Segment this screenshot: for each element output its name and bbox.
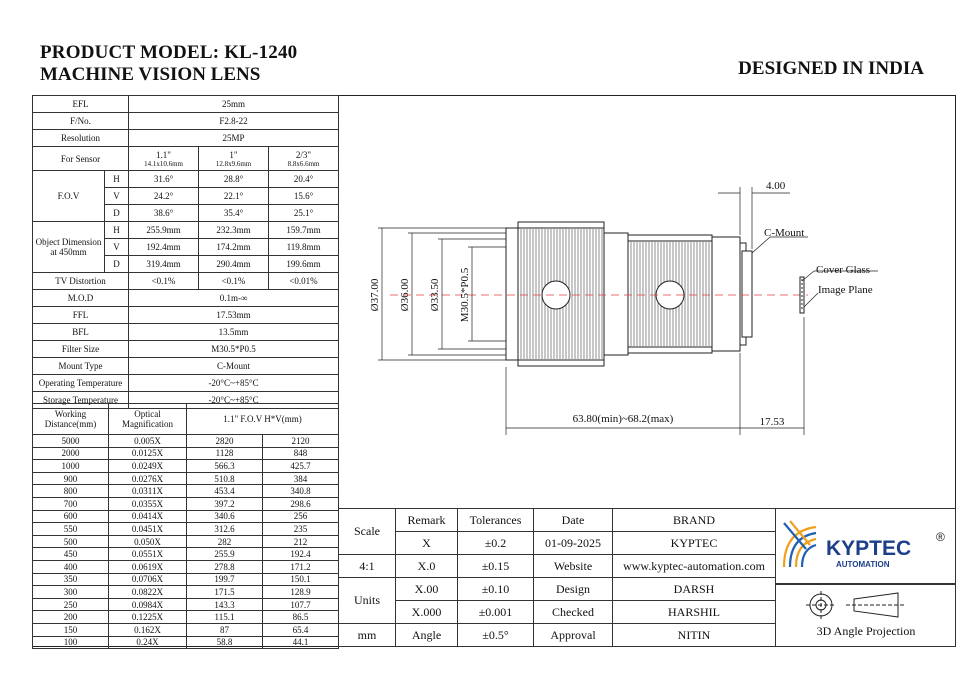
wd-row xyxy=(33,560,339,573)
tol-x0: ±0.15 xyxy=(458,555,534,578)
sttemp-value: -20°C~+85°C xyxy=(129,392,339,409)
wd-cell: 0.24X xyxy=(109,636,187,649)
wd-cell: 900 xyxy=(33,472,109,485)
mod-value: 0.1m-∞ xyxy=(129,290,339,307)
wd-cell: 550 xyxy=(33,523,109,536)
wd-cell: 150 xyxy=(33,623,109,636)
fov-cell: 15.6° xyxy=(269,188,339,205)
wd-row xyxy=(33,573,339,586)
wd-cell: 128.9 xyxy=(263,586,339,599)
wd-row xyxy=(33,447,339,460)
wd-cell: 0.0125X xyxy=(109,447,187,460)
dim-thread: M30.5*P0.5 xyxy=(459,267,471,323)
bfl-label: BFL xyxy=(33,324,129,341)
checked-label: Checked xyxy=(534,601,613,624)
wd-cell: 800 xyxy=(33,485,109,498)
remark-angle: Angle xyxy=(396,624,458,647)
tb-row-4 xyxy=(339,578,776,601)
units-label: Units xyxy=(339,578,396,624)
tv-label: TV Distortion xyxy=(33,273,129,290)
sensor-3: 2/3" 8.8x6.6mm xyxy=(269,147,339,171)
optemp-label: Operating Temperature xyxy=(33,375,129,392)
wd-cell: 0.0984X xyxy=(109,598,187,611)
tb-row-5 xyxy=(339,601,776,624)
spec-row-efl xyxy=(33,96,339,113)
wd-cell: 250 xyxy=(33,598,109,611)
svg-text:KYPTEC: KYPTEC xyxy=(826,537,912,560)
wd-cell: 600 xyxy=(33,510,109,523)
obj-cell: 199.6mm xyxy=(269,256,339,273)
obj-label: Object Dimension at 450mm xyxy=(33,222,105,273)
svg-text:AUTOMATION: AUTOMATION xyxy=(836,560,890,569)
tol-x00: ±0.10 xyxy=(458,578,534,601)
spec-row-res xyxy=(33,130,339,147)
remark-x: X xyxy=(396,532,458,555)
tolerances-header: Tolerances xyxy=(458,509,534,532)
kyptec-logo xyxy=(775,508,956,584)
wd-cell: 5000 xyxy=(33,435,109,448)
wd-cell: 700 xyxy=(33,497,109,510)
wd-cell: 0.0619X xyxy=(109,560,187,573)
res-label: Resolution xyxy=(33,130,129,147)
label-c-mount: C-Mount xyxy=(764,227,805,239)
website-label: Website xyxy=(534,555,613,578)
fov-row-h xyxy=(33,171,339,188)
wd-cell: 0.0311X xyxy=(109,485,187,498)
scale-label: Scale xyxy=(339,509,396,555)
filter-label: Filter Size xyxy=(33,341,129,358)
wd-cell: 65.4 xyxy=(263,623,339,636)
spec-row-filter xyxy=(33,341,339,358)
wd-cell: 312.6 xyxy=(187,523,263,536)
approval-value: NITIN xyxy=(613,624,776,647)
filter-value: M30.5*P0.5 xyxy=(129,341,339,358)
approval-label: Approval xyxy=(534,624,613,647)
wd-cell: 87 xyxy=(187,623,263,636)
wd-row xyxy=(33,485,339,498)
fno-label: F/No. xyxy=(33,113,129,130)
spec-row-optemp xyxy=(33,375,339,392)
wd-cell: 0.0551X xyxy=(109,548,187,561)
obj-axis: D xyxy=(105,256,129,273)
wd-cell: 340.6 xyxy=(187,510,263,523)
obj-row-h xyxy=(33,222,339,239)
lens-drawing xyxy=(338,95,956,508)
wd-row xyxy=(33,611,339,624)
wd-row xyxy=(33,497,339,510)
wd-cell: 0.0706X xyxy=(109,573,187,586)
date-value: 01-09-2025 xyxy=(534,532,613,555)
tb-row-1 xyxy=(339,509,776,532)
wd-cell: 86.5 xyxy=(263,611,339,624)
bfl-value: 13.5mm xyxy=(129,324,339,341)
tol-angle: ±0.5° xyxy=(458,624,534,647)
design-label: Design xyxy=(534,578,613,601)
wd-cell: 1000 xyxy=(33,460,109,473)
wd-cell: 100 xyxy=(33,636,109,649)
fov-label: F.O.V xyxy=(33,171,105,222)
wd-cell: 340.8 xyxy=(263,485,339,498)
tol-x: ±0.2 xyxy=(458,532,534,555)
fov-cell: 28.8° xyxy=(199,171,269,188)
tol-x000: ±0.001 xyxy=(458,601,534,624)
tv-cell: <0.1% xyxy=(129,273,199,290)
wd-cell: 2000 xyxy=(33,447,109,460)
sensor-label: For Sensor xyxy=(33,147,129,171)
wd-row xyxy=(33,586,339,599)
wd-cell: 848 xyxy=(263,447,339,460)
wd-header-magnification: Optical Magnification xyxy=(109,404,187,435)
ffl-label: FFL xyxy=(33,307,129,324)
fov-cell: 25.1° xyxy=(269,205,339,222)
spec-row-sensor xyxy=(33,147,339,171)
wd-cell: 2120 xyxy=(263,435,339,448)
wd-cell: 255.9 xyxy=(187,548,263,561)
date-header: Date xyxy=(534,509,613,532)
wd-cell: 171.5 xyxy=(187,586,263,599)
fov-axis: D xyxy=(105,205,129,222)
projection-box xyxy=(775,584,956,647)
wd-cell: 115.1 xyxy=(187,611,263,624)
wd-cell: 2820 xyxy=(187,435,263,448)
obj-cell: 192.4mm xyxy=(129,239,199,256)
remark-x00: X.00 xyxy=(396,578,458,601)
wd-cell: 199.7 xyxy=(187,573,263,586)
fov-cell: 38.6° xyxy=(129,205,199,222)
efl-value: 25mm xyxy=(129,96,339,113)
wd-body xyxy=(33,435,339,649)
tb-row-3 xyxy=(339,555,776,578)
sensor-2: 1" 12.8x9.6mm xyxy=(199,147,269,171)
spec-row-bfl xyxy=(33,324,339,341)
image-plane-glass xyxy=(800,277,804,313)
wd-cell: 58.8 xyxy=(187,636,263,649)
spec-row-mod xyxy=(33,290,339,307)
product-type-title: MACHINE VISION LENS xyxy=(40,64,261,85)
wd-cell: 0.0249X xyxy=(109,460,187,473)
dim-d36: Ø36.00 xyxy=(399,278,411,312)
wd-row xyxy=(33,523,339,536)
obj-axis: V xyxy=(105,239,129,256)
brand-value: KYPTEC xyxy=(613,532,776,555)
wd-cell: 256 xyxy=(263,510,339,523)
checked-value: HARSHIL xyxy=(613,601,776,624)
obj-cell: 174.2mm xyxy=(199,239,269,256)
label-cover-glass: Cover Glass xyxy=(816,264,871,276)
wd-row xyxy=(33,535,339,548)
obj-cell: 159.7mm xyxy=(269,222,339,239)
wd-cell: 143.3 xyxy=(187,598,263,611)
svg-text:®: ® xyxy=(936,530,945,544)
spec-row-ffl xyxy=(33,307,339,324)
spec-row-tv xyxy=(33,273,339,290)
remark-x0: X.0 xyxy=(396,555,458,578)
wd-row xyxy=(33,472,339,485)
mount-value: C-Mount xyxy=(129,358,339,375)
wd-cell: 500 xyxy=(33,535,109,548)
dim-length: 63.80(min)~68.2(max) xyxy=(572,413,674,425)
spec-table xyxy=(32,95,339,409)
wd-cell: 450 xyxy=(33,548,109,561)
spec-row-mount xyxy=(33,358,339,375)
wd-row xyxy=(33,435,339,448)
wd-cell: 192.4 xyxy=(263,548,339,561)
mount-label: Mount Type xyxy=(33,358,129,375)
wd-cell: 0.0451X xyxy=(109,523,187,536)
optemp-value: -20°C~+85°C xyxy=(129,375,339,392)
kyptec-logo-icon xyxy=(776,509,955,583)
tb-row-6 xyxy=(339,624,776,647)
wd-cell: 425.7 xyxy=(263,460,339,473)
ffl-value: 17.53mm xyxy=(129,307,339,324)
wd-cell: 0.162X xyxy=(109,623,187,636)
wd-cell: 0.005X xyxy=(109,435,187,448)
obj-cell: 232.3mm xyxy=(199,222,269,239)
wd-cell: 282 xyxy=(187,535,263,548)
wd-cell: 300 xyxy=(33,586,109,599)
fov-cell: 35.4° xyxy=(199,205,269,222)
wd-cell: 200 xyxy=(33,611,109,624)
wd-cell: 212 xyxy=(263,535,339,548)
fov-cell: 20.4° xyxy=(269,171,339,188)
wd-cell: 150.1 xyxy=(263,573,339,586)
remark-header: Remark xyxy=(396,509,458,532)
wd-cell: 400 xyxy=(33,560,109,573)
wd-row xyxy=(33,548,339,561)
sttemp-label: Storage Temperature xyxy=(33,392,129,409)
wd-header-fov: 1.1" F.O.V H*V(mm) xyxy=(187,404,339,435)
website-value: www.kyptec-automation.com xyxy=(613,555,776,578)
dim-back: 17.53 xyxy=(759,416,785,428)
wd-row xyxy=(33,460,339,473)
remark-x000: X.000 xyxy=(396,601,458,624)
dim-d33: Ø33.50 xyxy=(429,278,441,312)
fov-axis: H xyxy=(105,171,129,188)
product-model-title: PRODUCT MODEL: KL-1240 xyxy=(40,42,298,63)
fov-cell: 22.1° xyxy=(199,188,269,205)
design-value: DARSH xyxy=(613,578,776,601)
dim-flange: 4.00 xyxy=(766,180,786,192)
spec-row-fno xyxy=(33,113,339,130)
obj-cell: 119.8mm xyxy=(269,239,339,256)
label-image-plane: Image Plane xyxy=(818,284,873,296)
fov-cell: 31.6° xyxy=(129,171,199,188)
wd-cell: 566.3 xyxy=(187,460,263,473)
efl-label: EFL xyxy=(33,96,129,113)
fno-value: F2.8-22 xyxy=(129,113,339,130)
wd-cell: 44.1 xyxy=(263,636,339,649)
tb-row-2 xyxy=(339,532,776,555)
scale-value: 4:1 xyxy=(339,555,396,578)
mod-label: M.O.D xyxy=(33,290,129,307)
wd-row xyxy=(33,510,339,523)
wd-cell: 171.2 xyxy=(263,560,339,573)
wd-cell: 350 xyxy=(33,573,109,586)
obj-cell: 319.4mm xyxy=(129,256,199,273)
wd-row xyxy=(33,623,339,636)
wd-cell: 384 xyxy=(263,472,339,485)
wd-cell: 278.8 xyxy=(187,560,263,573)
wd-cell: 0.0414X xyxy=(109,510,187,523)
units-value: mm xyxy=(339,624,396,647)
wd-row xyxy=(33,636,339,649)
fov-cell: 24.2° xyxy=(129,188,199,205)
dim-d37: Ø37.00 xyxy=(369,278,381,312)
wd-cell: 0.1225X xyxy=(109,611,187,624)
wd-header-row xyxy=(33,404,339,435)
wd-cell: 1128 xyxy=(187,447,263,460)
tv-cell: <0.01% xyxy=(269,273,339,290)
obj-axis: H xyxy=(105,222,129,239)
wd-cell: 0.0355X xyxy=(109,497,187,510)
obj-cell: 255.9mm xyxy=(129,222,199,239)
svg-text:3D Angle Projection: 3D Angle Projection xyxy=(816,624,916,638)
title-block xyxy=(338,508,776,647)
working-distance-table xyxy=(32,403,339,649)
wd-header-distance: Working Distance(mm) xyxy=(33,404,109,435)
wd-cell: 0.0822X xyxy=(109,586,187,599)
wd-cell: 510.8 xyxy=(187,472,263,485)
projection-symbol-icon xyxy=(776,585,955,646)
c-mount-flange xyxy=(742,251,752,337)
fov-axis: V xyxy=(105,188,129,205)
designed-in-india: DESIGNED IN INDIA xyxy=(738,58,924,79)
wd-cell: 0.0276X xyxy=(109,472,187,485)
wd-cell: 298.6 xyxy=(263,497,339,510)
wd-cell: 453.4 xyxy=(187,485,263,498)
sensor-1: 1.1" 14.1x10.6mm xyxy=(129,147,199,171)
brand-header: BRAND xyxy=(613,509,776,532)
obj-cell: 290.4mm xyxy=(199,256,269,273)
wd-cell: 235 xyxy=(263,523,339,536)
res-value: 25MP xyxy=(129,130,339,147)
wd-cell: 0.050X xyxy=(109,535,187,548)
wd-cell: 397.2 xyxy=(187,497,263,510)
wd-cell: 107.7 xyxy=(263,598,339,611)
wd-row xyxy=(33,598,339,611)
tv-cell: <0.1% xyxy=(199,273,269,290)
